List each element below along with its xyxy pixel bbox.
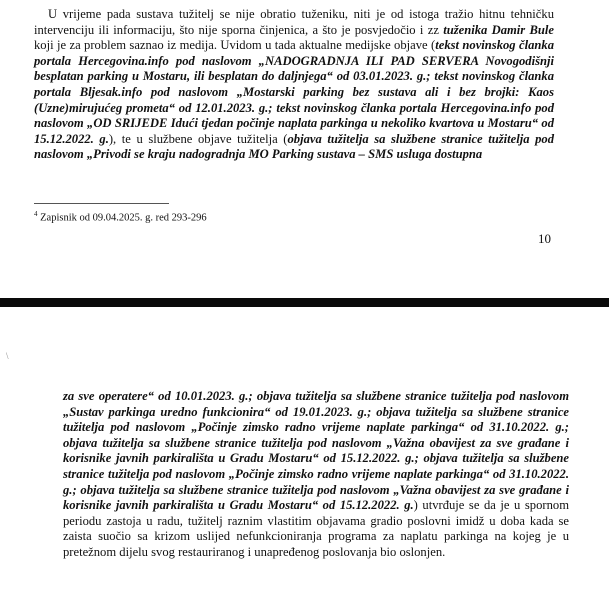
defendant-name: tuženika Damir Bule — [443, 22, 555, 37]
paragraph-continuation — [63, 389, 569, 561]
footnote — [34, 208, 207, 225]
document-page-lower — [0, 307, 609, 589]
page-break-bar — [0, 298, 609, 307]
media-articles-citation: tekst novinskog članka portala Hercegovina.info pod naslovom „NADOGRADNJA ILI PAD SERVERA Novogodišnji besplatan parking u Mostaru, ili besplatan do daljnjega“ od 03.01.2023. g.; tekst novinskog članka portala Bljesak.info pod naslovom „Mostarski parking bez sustava ali i bez brojki: Kaos (Uzne)mirujućeg prometa“ od 12.01.2023. g.; tekst novinskog članka portala Hercegovina.info pod naslovom „OD SRIJEDE Idući tjedan počinje naplata parkinga u nekoliko kvartova u Mostaru“ od 15.12.2022. g. — [34, 38, 554, 146]
paragraph-text-continue: koji je za problem saznao iz medija. Uvidom u tada aktualne medijske objave ( — [34, 38, 436, 53]
plaintiff-announcements-citation: objava tužitelja sa službene stranice tužitelja pod naslovom „Privodi se kraju nadogradnja MO Parking sustava – SMS usluga dostupna — [34, 131, 554, 162]
plaintiff-announcements-citation-continued: za sve operatere“ od 10.01.2023. g.; objava tužitelja sa službene stranice tužitelja pod naslovom „Sustav parkinga uredno funkcionira“ od 19.01.2023. g.; objava tužitelja sa službene stranice tužitelja pod naslovom „Počinje zimsko radno vrijeme naplate parkinga“ od 31.10.2022. g.; objava tužitelja sa službene stranice tužitelja pod naslovom „Važna obavijest za sve građane i korisnike javnih parkirališta u Gradu Mostaru“ od 15.12.2022. g.; objava tužitelja sa službene stranice tužitelja pod naslovom „Počinje zimsko radno vrijeme naplate parkinga“ od 31.10.2022. g.; objava tužitelja sa službene stranice tužitelja pod naslovom „Važna obavijest za sve građane i korisnike javnih parkirališta u Gradu Mostaru“ od 15.12.2022. g. — [63, 389, 569, 513]
footnote-marker: 4 — [34, 210, 38, 218]
scan-artifact-mark: \ — [6, 351, 9, 361]
page-number: 10 — [538, 231, 551, 246]
paragraph-text-intro: U vrijeme pada sustava tužitelj se nije obratio tuženiku, niti je od istoga tražio hitnu tehničku intervenciju ili informaciju, što nije sporna činjenica, a što je posvjedočio i zz — [34, 7, 554, 37]
paragraph-media-review — [34, 7, 554, 163]
footnote-text: Zapisnik od 09.04.2025. g. red 293-296 — [37, 212, 207, 224]
paragraph-conclusion: ) utvrđuje se da je u spornom periodu zastoja u radu, tužitelj raznim vlastitim objavama gradio poslovni imidž u doba kada se zaista suočio sa krizom uslijed nefunkcioniranja programa za naplatu parkinga na kojeg je u pretežnom dijelu svog restauriranog i unapređenog poslovanja bio oslonjen. — [63, 498, 569, 559]
paragraph-text-bridge: ), te u službene objave tužitelja ( — [108, 131, 288, 146]
footnote-divider — [34, 203, 169, 204]
